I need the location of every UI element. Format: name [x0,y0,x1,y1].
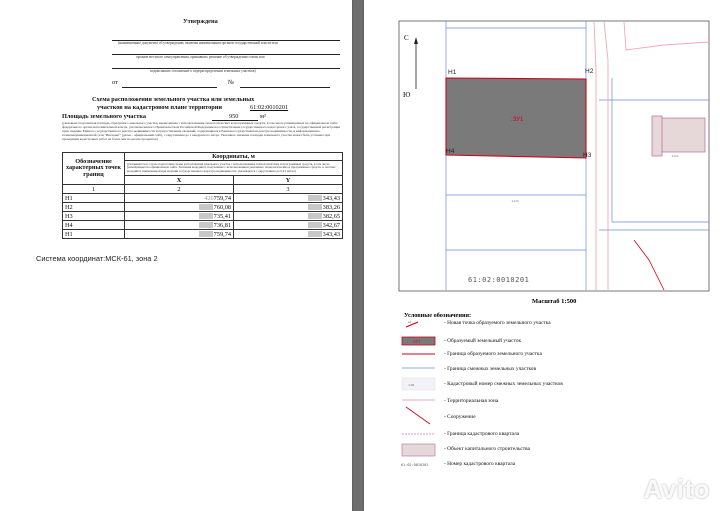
table-row [63,212,343,221]
table-row [63,230,343,239]
legend-text: - Граница образуемого земельного участка [444,351,542,357]
y-value: 343,43 [234,230,343,239]
legend-text: - Граница кадастрового квартала [444,431,520,437]
x-value: 736,81 [125,221,234,230]
date-label: от [112,79,118,86]
x-value: 735,41 [125,212,234,221]
redacted-digits [308,204,322,210]
approver-caption-3: подписавших соглашение о перераспределении земельных участков) [150,69,256,73]
legend-text: - Номер кадастрового квартала [444,461,516,467]
avito-wordmark: Avito [643,474,710,504]
legend-text: - Кадастровый номер смежных земельных участков [444,381,563,387]
redacted-digits [199,204,213,210]
legend-text: - Граница смежных земельных участков [444,366,537,372]
area-label: Площадь земельного участка [62,113,147,120]
header-x: X [125,176,234,185]
legend-structure-symbol [406,407,430,424]
x-value: 420759,74 [125,194,234,203]
scheme-title-line-2: участков на кадастровом плане территории [97,104,223,111]
avito-watermark [643,474,710,505]
y-value: 383,26 [234,203,343,212]
adjacent-cadastral-number: :1449 [511,199,519,203]
avito-logo-icon [609,479,639,505]
redacted-digits [308,222,322,228]
point-name: Н2 [63,203,125,212]
legend-building-symbol [402,444,435,456]
north-label: С [404,34,409,42]
header-points: Обозначение характерных точек границ [63,153,125,185]
left-document-page [0,0,352,511]
capital-building [657,118,705,152]
header-coordinates-note: (указываются в случае подготовки схемы расположения земельного участка с использованием технологических и программных средств, в том числе размещенных на официальном сайте. Значения координат, полученные с использованием указанных технологических и программных средств, в системе координат, применяемой при ведении государственного кадастра недвижимости, указываются с округлением до 0,01 метра) [125,161,343,176]
legend-text: - Новая точка образуемого земельного участка [444,320,551,326]
header-coordinates: Координаты, м [125,153,343,161]
coordinate-system-note: Система координат:МСК-61, зона 2 [36,254,158,263]
adjacent-cadastral-number: :1262 [671,154,679,158]
cadastral-map [364,0,720,511]
y-value: 343,43 [234,194,343,203]
redacted-digits [199,222,213,228]
area-unit: м² [260,113,266,120]
x-value: 759,74 [125,230,234,239]
point-name: Н4 [63,221,125,230]
scale-label: Масштаб 1:500 [532,298,577,305]
coordinates-table [62,152,343,239]
point-label-n2: Н2 [585,68,594,75]
area-value: 950 [229,113,239,120]
number-line [240,87,330,88]
x-value: 760,08 [125,203,234,212]
approver-caption-2: органов местного самоуправления, принявших решение об утверждении схемы или [136,55,265,59]
column-number-3: 3 [234,185,343,194]
area-note: (указывается проектная площадь образуемого земельного участка, вычисленная с использованием технологических и программных средств, в том числе размещенных на официальном сайте федерального органа исполнительной власти, уполномоченного Правительством Российской Федерации на осуществление государственного кадастрового учета, государственной регистрации прав, ведение Единого государственного реестра недвижимости и предоставление сведений, содержащихся в Едином государственном реестре недвижимости, в информационно-телекоммуникационной сети "Интернет" (далее - официальный сайт), с округлением до 1 квадратного метра. Указанное значение площади земельного участка может быть уточнено при проведении кадастровых работ не более чем на десять процентов) [62,121,341,141]
cadastral-block-number: 61:02:0010201 [250,104,289,111]
approved-heading: Утверждена [183,18,218,25]
number-label: № [228,79,235,86]
legend-text: - Сооружение [444,414,476,420]
column-number-2: 2 [125,185,234,194]
legend-point-label: н1 [408,320,412,324]
redacted-digits [308,231,322,237]
redacted-digits [308,195,322,201]
redacted-digits [199,213,213,219]
header-y: Y [234,176,343,185]
table-row [63,194,343,203]
point-name: Н1 [63,230,125,239]
legend-cadastral-symbol [402,378,435,390]
block-number-on-map: 61:02:0010201 [468,276,530,284]
x-prefix: 420 [204,194,214,202]
south-label: Ю [403,91,411,99]
point-label-n4: Н4 [446,148,455,155]
redacted-digits [308,213,322,219]
legend-text: - Объект капитального строительства [444,446,531,452]
point-label-n1: Н1 [448,69,457,76]
legend-title: Условные обозначения: [404,312,472,319]
point-label-n3: Н3 [583,152,592,159]
plot-label: :ЗУ1 [511,117,524,123]
scheme-title-line-1: Схема расположения земельного участка или земельных [92,96,255,103]
approver-caption-1: (наименование документа об утверждении, включая наименования органов государственной власти или [118,41,278,45]
legend-text: - Территориальная зона [444,398,499,404]
point-name: Н3 [63,212,125,221]
redacted-digits [199,231,213,237]
point-name: Н1 [63,194,125,203]
y-value: 342,67 [234,221,343,230]
y-value: 382,65 [234,212,343,221]
column-number-1: 1 [63,185,125,194]
table-row [63,203,343,212]
legend-plot-label: :ЗУ1 [412,339,421,344]
legend-cadastral-label: :145 [408,383,415,387]
table-row [63,221,343,230]
legend-symbols [401,320,435,467]
legend-text: - Образуемый земельный участок [444,338,522,344]
date-line [122,87,217,88]
legend-block-number-symbol: 61:02:0010201 [401,463,429,467]
capital-building-part [652,116,662,156]
